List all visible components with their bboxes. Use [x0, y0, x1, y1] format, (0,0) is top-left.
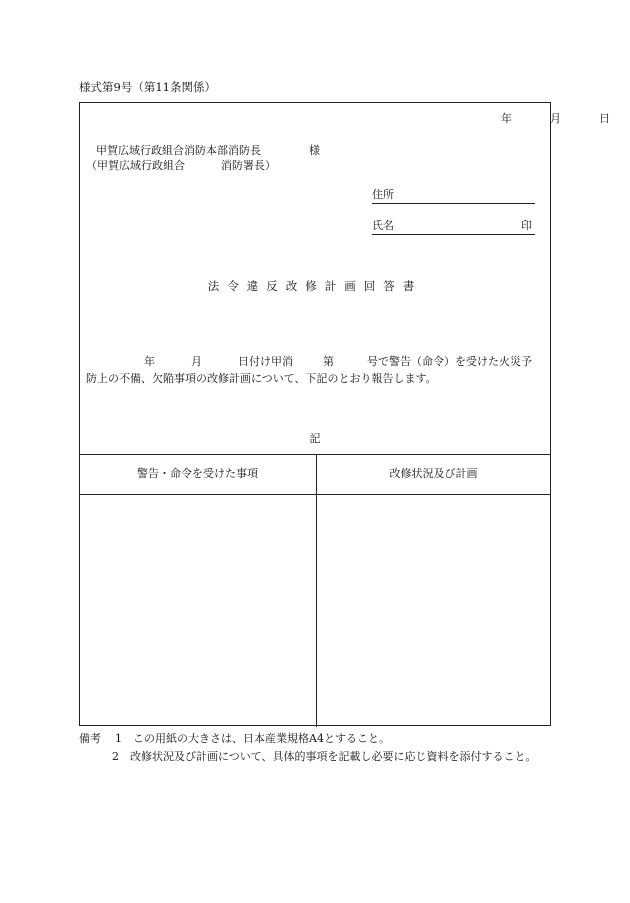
remarks-number: 2	[112, 750, 119, 763]
table-column-divider	[316, 455, 317, 727]
remarks-item-2	[112, 750, 537, 764]
body-dated: 日付け甲消	[238, 355, 293, 368]
ki-heading: 記	[309, 432, 321, 445]
form-number: 様式第9号（第11条関係）	[79, 80, 216, 94]
remarks-number: 1	[115, 732, 122, 745]
date-row	[501, 112, 610, 126]
table-header-divider	[79, 494, 551, 495]
addressee-line1	[96, 144, 320, 158]
addressee-union: （甲賀広域行政組合	[86, 159, 185, 172]
remarks-text: 改修状況及び計画について、具体的事項を記載し必要に応じ資料を添付すること。	[130, 750, 537, 763]
addressee-chief: 甲賀広域行政組合消防本部消防長	[96, 144, 261, 157]
remarks-text: この用紙の大きさは、日本産業規格A4とすること。	[133, 732, 390, 745]
body-number-suffix: 号で警告（命令）を受けた火災予	[367, 355, 532, 368]
name-label: 氏名	[372, 219, 394, 232]
addressee-line2	[86, 159, 276, 173]
document-title: 法令違反改修計画回答書	[207, 279, 423, 293]
response-table	[79, 454, 551, 727]
remarks-item-1	[79, 732, 390, 746]
body-line1	[86, 355, 532, 369]
seal-mark: 印	[521, 219, 532, 232]
table-header-repair-plan: 改修状況及び計画	[389, 467, 478, 480]
body-month: 月	[191, 355, 202, 368]
address-label: 住所	[372, 188, 394, 201]
name-field[interactable]	[372, 219, 535, 235]
table-header-warning-items: 警告・命令を受けた事項	[137, 467, 258, 480]
remarks-label: 備考	[79, 732, 101, 745]
year-label: 年	[501, 112, 512, 125]
address-field[interactable]	[372, 188, 535, 204]
addressee-station-chief: 消防署長）	[221, 159, 276, 172]
body-number-prefix: 第	[323, 355, 334, 368]
month-label: 月	[550, 112, 561, 125]
body-year: 年	[144, 355, 155, 368]
addressee-honorific: 様	[309, 144, 320, 157]
body-line2: 防上の不備、欠陥事項の改修計画について、下記のとおり報告します。	[86, 372, 437, 385]
day-label: 日	[599, 112, 610, 125]
